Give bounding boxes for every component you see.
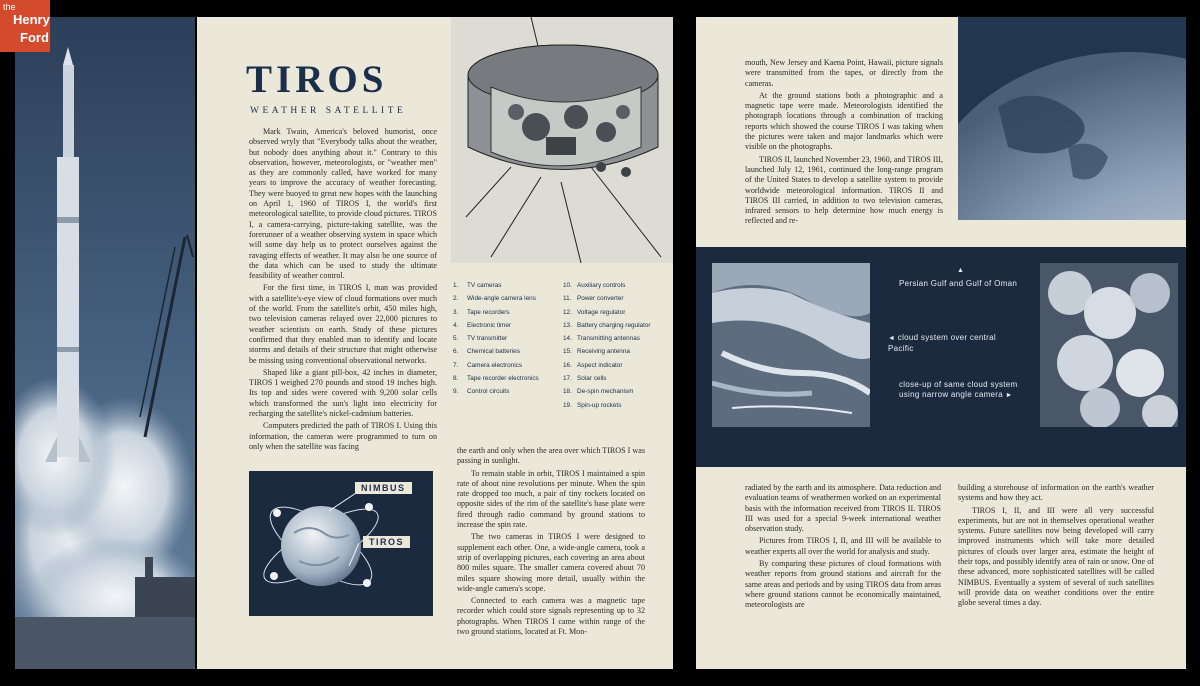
parts-legend-item (563, 388, 663, 395)
article-column-2 (457, 446, 645, 637)
parts-legend-number: 6. (453, 348, 459, 356)
parts-legend-label: Receiving antenna (577, 348, 630, 356)
paragraph: mouth, New Jersey and Kaena Point, Hawaii, picture signals were transmitted from the tapes, or directly from the cameras. (745, 58, 943, 88)
paragraph: By comparing these pictures of cloud formations with weather reports from ground stations and aircraft for the same areas and periods and by using TIROS data from areas where ground stations cannot be economically maintained, meteorologists are (745, 559, 941, 610)
paragraph: At the ground stations both a photographic and a magnetic tape were made. Meteorologists identified the photograph locations through a combination of tracking reports which showed the course TIROS I was taking when the pictures were taken and major landmarks which were visible on the photographs. (745, 90, 943, 152)
henry-ford-logo (0, 0, 50, 52)
parts-legend-label: Solar cells (577, 375, 607, 383)
parts-legend-number: 19. (563, 401, 572, 409)
page-title: TIROS (246, 58, 388, 101)
caption-closeup-text: close-up of same cloud system using narrow angle camera (899, 380, 1018, 399)
caption-arrow-right: ► (1005, 392, 1013, 399)
parts-column-right (563, 282, 663, 415)
parts-legend-number: 18. (563, 388, 572, 396)
parts-legend-number: 12. (563, 308, 572, 316)
tiros-text: TIROS (369, 537, 405, 547)
caption-persian-gulf: Persian Gulf and Gulf of Oman (899, 279, 1018, 288)
parts-legend-item (453, 295, 553, 302)
parts-legend (453, 282, 663, 422)
parts-legend-item (453, 335, 553, 342)
parts-legend-label: De-spin mechanism (577, 388, 634, 396)
parts-legend-label: TV transmitter (467, 335, 508, 343)
parts-legend-item (563, 295, 663, 302)
parts-legend-label: Tape recorder electronics (467, 375, 539, 383)
paragraph: For the first time, in TIROS I, man was provided with a satellite's-eye view of cloud formations over much of the world. From the satellite's orbit, 450 miles high, two television cameras relayed over 22,000 pictures to weather scientists on earth. Study of these pictures confirmed that they enabled man to identify and locate storms and details of their structure that might otherwise be missing using conventional observational networks. (249, 283, 437, 365)
parts-legend-item (563, 375, 663, 382)
parts-legend-number: 14. (563, 335, 572, 343)
parts-legend-label: Battery charging regulator (577, 321, 651, 329)
parts-legend-label: Power converter (577, 295, 624, 303)
article-column-3-top (745, 58, 943, 227)
parts-legend-item (453, 309, 553, 316)
parts-legend-item (453, 348, 553, 355)
parts-legend-label: Voltage regulator (577, 308, 626, 316)
page-subtitle: WEATHER SATELLITE (250, 106, 407, 116)
paragraph: Computers predicted the path of TIROS I. Using this information, the cameras were programmed to turn on only when the satellite was facing (249, 421, 437, 451)
parts-legend-item (453, 362, 553, 369)
caption-cloud-system-text: cloud system over central Pacific (888, 333, 996, 353)
paragraph: radiated by the earth and its atmosphere. Data reduction and evaluation teams of weathermen worked on an experimental basis with the information received from TIROS II. TIROS III was used for a special 9-week international weather observation study. (745, 483, 941, 534)
parts-legend-number: 3. (453, 308, 459, 316)
parts-legend-number: 16. (563, 361, 572, 369)
parts-legend-number: 15. (563, 348, 572, 356)
paragraph: the earth and only when the area over which TIROS I was passing in sunlight. (457, 446, 645, 466)
parts-legend-number: 1. (453, 282, 459, 289)
nimbus-label (355, 482, 412, 494)
closeup-cloud-photo (1040, 263, 1178, 427)
logo-henry: Henry (13, 12, 50, 27)
paragraph: Connected to each camera was a magnetic tape recorder which could store signals representing up to 32 photographs. When TIROS I came within range of the two ground stations, located at Ft. Mon- (457, 596, 645, 637)
rocket-launch-photo (15, 17, 195, 669)
parts-legend-item (563, 282, 663, 289)
parts-legend-label: Auxiliary controls (577, 282, 626, 289)
parts-legend-label: Transmitting antennas (577, 335, 640, 343)
paragraph: To remain stable in orbit, TIROS I maintained a spin rate of about nine revolutions per minute. When the spin rate dropped too much, a pair of tiny rockets located on opposite sides of the rim of the satellite's base plate were fired through radio command by ground stations to increase the spin rate. (457, 468, 645, 530)
parts-legend-label: TV cameras (467, 282, 502, 289)
satellite-cutaway-illustration (451, 17, 673, 263)
parts-legend-label: Chemical batteries (467, 348, 520, 356)
parts-legend-number: 4. (453, 321, 459, 329)
tiros-label (363, 536, 410, 548)
paragraph: Shaped like a giant pill-box, 42 inches in diameter, TIROS I weighed 270 pounds and stood 19 inches high. Its top and sides were covered with 9,200 solar cells which transformed the sun's light into electricity for recharging the satellite's nickel-cadmium batteries. (249, 367, 437, 419)
parts-legend-item (563, 402, 663, 409)
caption-cloud-system (888, 333, 1023, 354)
paragraph: Mark Twain, America's beloved humorist, once observed wryly that "Everybody talks about the weather, but nobody does anything about it." Contrary to this observation, however, meteorologists, or "weather men" as they are commonly called, have worked for many years to improve the accuracy of weather forecasting. They were buoyed to great new hopes with the launching on April 1, 1960 of TIROS I, the world's first meteorological satellite, to provide cloud pictures. TIROS I, a camera-carrying, picture-taking satellite, was the forerunner of a weather observing system in space which will some day help us to protect ourselves against the ravaging effects of weather. It may also be one source of the data which can be used to study the ultimate feasibility of weather control. (249, 127, 437, 281)
nimbus-text: NIMBUS (361, 483, 406, 493)
article-column-4-bottom (958, 483, 1154, 609)
parts-legend-label: Tape recorders (467, 308, 510, 316)
parts-legend-label: Control circuits (467, 388, 510, 396)
parts-legend-item (563, 309, 663, 316)
pacific-cloud-photo (712, 263, 870, 427)
parts-legend-item (453, 375, 553, 382)
article-column-1 (249, 127, 437, 452)
parts-legend-item (563, 362, 663, 369)
parts-legend-number: 9. (453, 388, 459, 396)
globe-orbit-illustration (249, 471, 433, 616)
parts-legend-label: Aspect indicator (577, 361, 623, 369)
parts-legend-item (563, 322, 663, 329)
caption-arrow-up: ▲ (957, 267, 965, 274)
parts-legend-number: 2. (453, 295, 459, 303)
parts-legend-label: Camera electronics (467, 361, 523, 369)
logo-the: the (3, 2, 16, 12)
parts-legend-item (453, 388, 553, 395)
parts-legend-number: 13. (563, 321, 572, 329)
parts-column-left (453, 282, 553, 402)
parts-legend-number: 5. (453, 335, 459, 343)
caption-arrow-left: ◄ (888, 335, 896, 342)
paragraph: building a storehouse of information on the earth's weather systems and how they act. (958, 483, 1154, 503)
parts-legend-number: 10. (563, 282, 572, 289)
parts-legend-label: Electronic timer (467, 321, 512, 329)
paragraph: Pictures from TIROS I, II, and III will be available to weather experts all over the world for analysis and study. (745, 536, 941, 556)
parts-legend-item (563, 335, 663, 342)
parts-legend-label: Wide-angle camera lens (467, 295, 536, 303)
paragraph: TIROS II, launched November 23, 1960, and TIROS III, launched July 12, 1961, continued the long-range program of the United States to develop a satellite system to provide worldwide meteorological information. TIROS II and TIROS III carried, in addition to two television cameras, infrared sensors to help determine how much energy is reflected and re- (745, 154, 943, 226)
caption-closeup (899, 380, 1029, 401)
logo-ford: Ford (20, 30, 49, 45)
article-column-3-bottom (745, 483, 941, 611)
parts-legend-item (563, 348, 663, 355)
parts-legend-number: 17. (563, 375, 572, 383)
earth-horizon-photo (958, 17, 1186, 220)
parts-legend-number: 11. (563, 295, 572, 303)
paragraph: The two cameras in TIROS I were designed to supplement each other. One, a wide-angle camera, took a strip of overlapping pictures, each covering an area about 800 miles square. The smaller camera covered about 70 miles square showing more detail, usually within the wide-angle camera's scope. (457, 532, 645, 593)
parts-legend-item (453, 322, 553, 329)
parts-legend-number: 7. (453, 361, 459, 369)
paragraph: TIROS I, II, and III were all very successful experiments, but are not in themselves operational weather systems. Future satellites now being developed will carry improved instruments which will take more detailed pictures of clouds over larger area, estimate the height of their tops, and possibly identify area of rain or snow. One of these advanced, more sophisticated satellites will be called NIMBUS. Eventually a system of several of such satellites will provide data on weather conditions over the entire globe several times a day. (958, 505, 1154, 608)
parts-legend-number: 8. (453, 375, 459, 383)
parts-legend-label: Spin-up rockets (577, 401, 622, 409)
parts-legend-item (453, 282, 553, 289)
